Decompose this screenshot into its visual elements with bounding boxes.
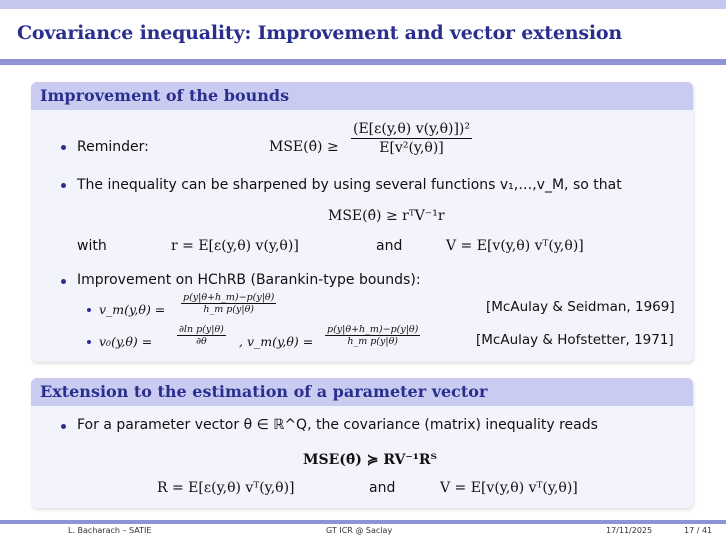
footer: [0, 520, 726, 544]
bullet: [61, 424, 66, 429]
V-definition: V = E[v(y,θ) vᵀ(y,θ)]: [446, 238, 584, 254]
sub2-denominator1: ∂θ: [177, 335, 226, 347]
mse-scalar-lhs: MSE(θ̂) ≥: [269, 139, 339, 155]
sharpen-text: The inequality can be sharpened by using several functions v₁,…,v_M, so that: [77, 177, 622, 193]
title-underline: [0, 59, 726, 65]
sub1-fraction: [181, 292, 276, 315]
footer-author: L. Bacharach – SATIE: [68, 526, 152, 535]
sub2-numerator2: p(y|θ+h_m)−p(y|θ): [327, 324, 419, 335]
page-title: Covariance inequality: Improvement and vector extension: [17, 22, 622, 44]
with-label: with: [77, 238, 107, 254]
mse-scalar-denominator: E[v²(y,θ)]: [351, 138, 472, 157]
footer-band: [0, 520, 726, 524]
sub2-denominator2: h_m p(y|θ): [325, 335, 420, 347]
sub1-denominator: h_m p(y|θ): [181, 303, 276, 315]
top-band: [0, 0, 726, 9]
hchrb-text: Improvement on HChRB (Barankin-type bounds):: [77, 272, 421, 288]
and-label: and: [376, 238, 403, 254]
block-improvement: [31, 82, 693, 362]
footer-venue: GT ICR @ Saclay: [326, 526, 393, 535]
mse-scalar-numerator: (E[ε(y,θ) v(y,θ)])²: [353, 121, 470, 137]
sub2-numerator1: ∂ln p(y|θ): [179, 324, 224, 335]
mse-scalar-fraction: [351, 120, 472, 157]
block-vector-extension: [31, 378, 693, 508]
sub2-lhs2: , v_m(y,θ) =: [239, 334, 314, 349]
sub-bullet: [87, 308, 91, 312]
footer-page: 17 / 41: [684, 526, 713, 535]
bullet: [61, 183, 66, 188]
sub2-fraction2: [325, 324, 420, 347]
sub1-numerator: p(y|θ+h_m)−p(y|θ): [183, 292, 275, 303]
sub-bullet: [87, 340, 91, 344]
ref-mcaulay-seidman: [McAulay & Seidman, 1969]: [486, 299, 675, 315]
V-definition-2: V = E[v(y,θ) vᵀ(y,θ)]: [440, 480, 578, 496]
bullet: [61, 279, 66, 284]
footer-date: 17/11/2025: [606, 526, 653, 535]
mse-matrix-bound: MSE(θ̂) ≽ RV⁻¹Rᵀ: [303, 452, 437, 468]
and-label-2: and: [369, 480, 396, 496]
R-definition: R = E[ε(y,θ) vᵀ(y,θ)]: [157, 480, 295, 496]
block-vector-extension-title: Extension to the estimation of a parameter vector: [31, 378, 693, 406]
param-vector-text: For a parameter vector θ ∈ ℝ^Q, the covariance (matrix) inequality reads: [77, 417, 598, 433]
ref-mcaulay-hofstetter: [McAulay & Hofstetter, 1971]: [476, 332, 674, 348]
sub2-fraction1: [177, 324, 226, 347]
r-definition: r = E[ε(y,θ) v(y,θ)]: [171, 238, 299, 254]
sub1-lhs: v_m(y,θ) =: [99, 302, 166, 317]
bullet: [61, 145, 66, 150]
block-improvement-title: Improvement of the bounds: [31, 82, 693, 110]
reminder-label: Reminder:: [77, 139, 149, 155]
sub2-lhs1: v₀(y,θ) =: [99, 334, 153, 349]
mse-vector-bound: MSE(θ̂) ≥ rᵀV⁻¹r: [328, 208, 445, 224]
